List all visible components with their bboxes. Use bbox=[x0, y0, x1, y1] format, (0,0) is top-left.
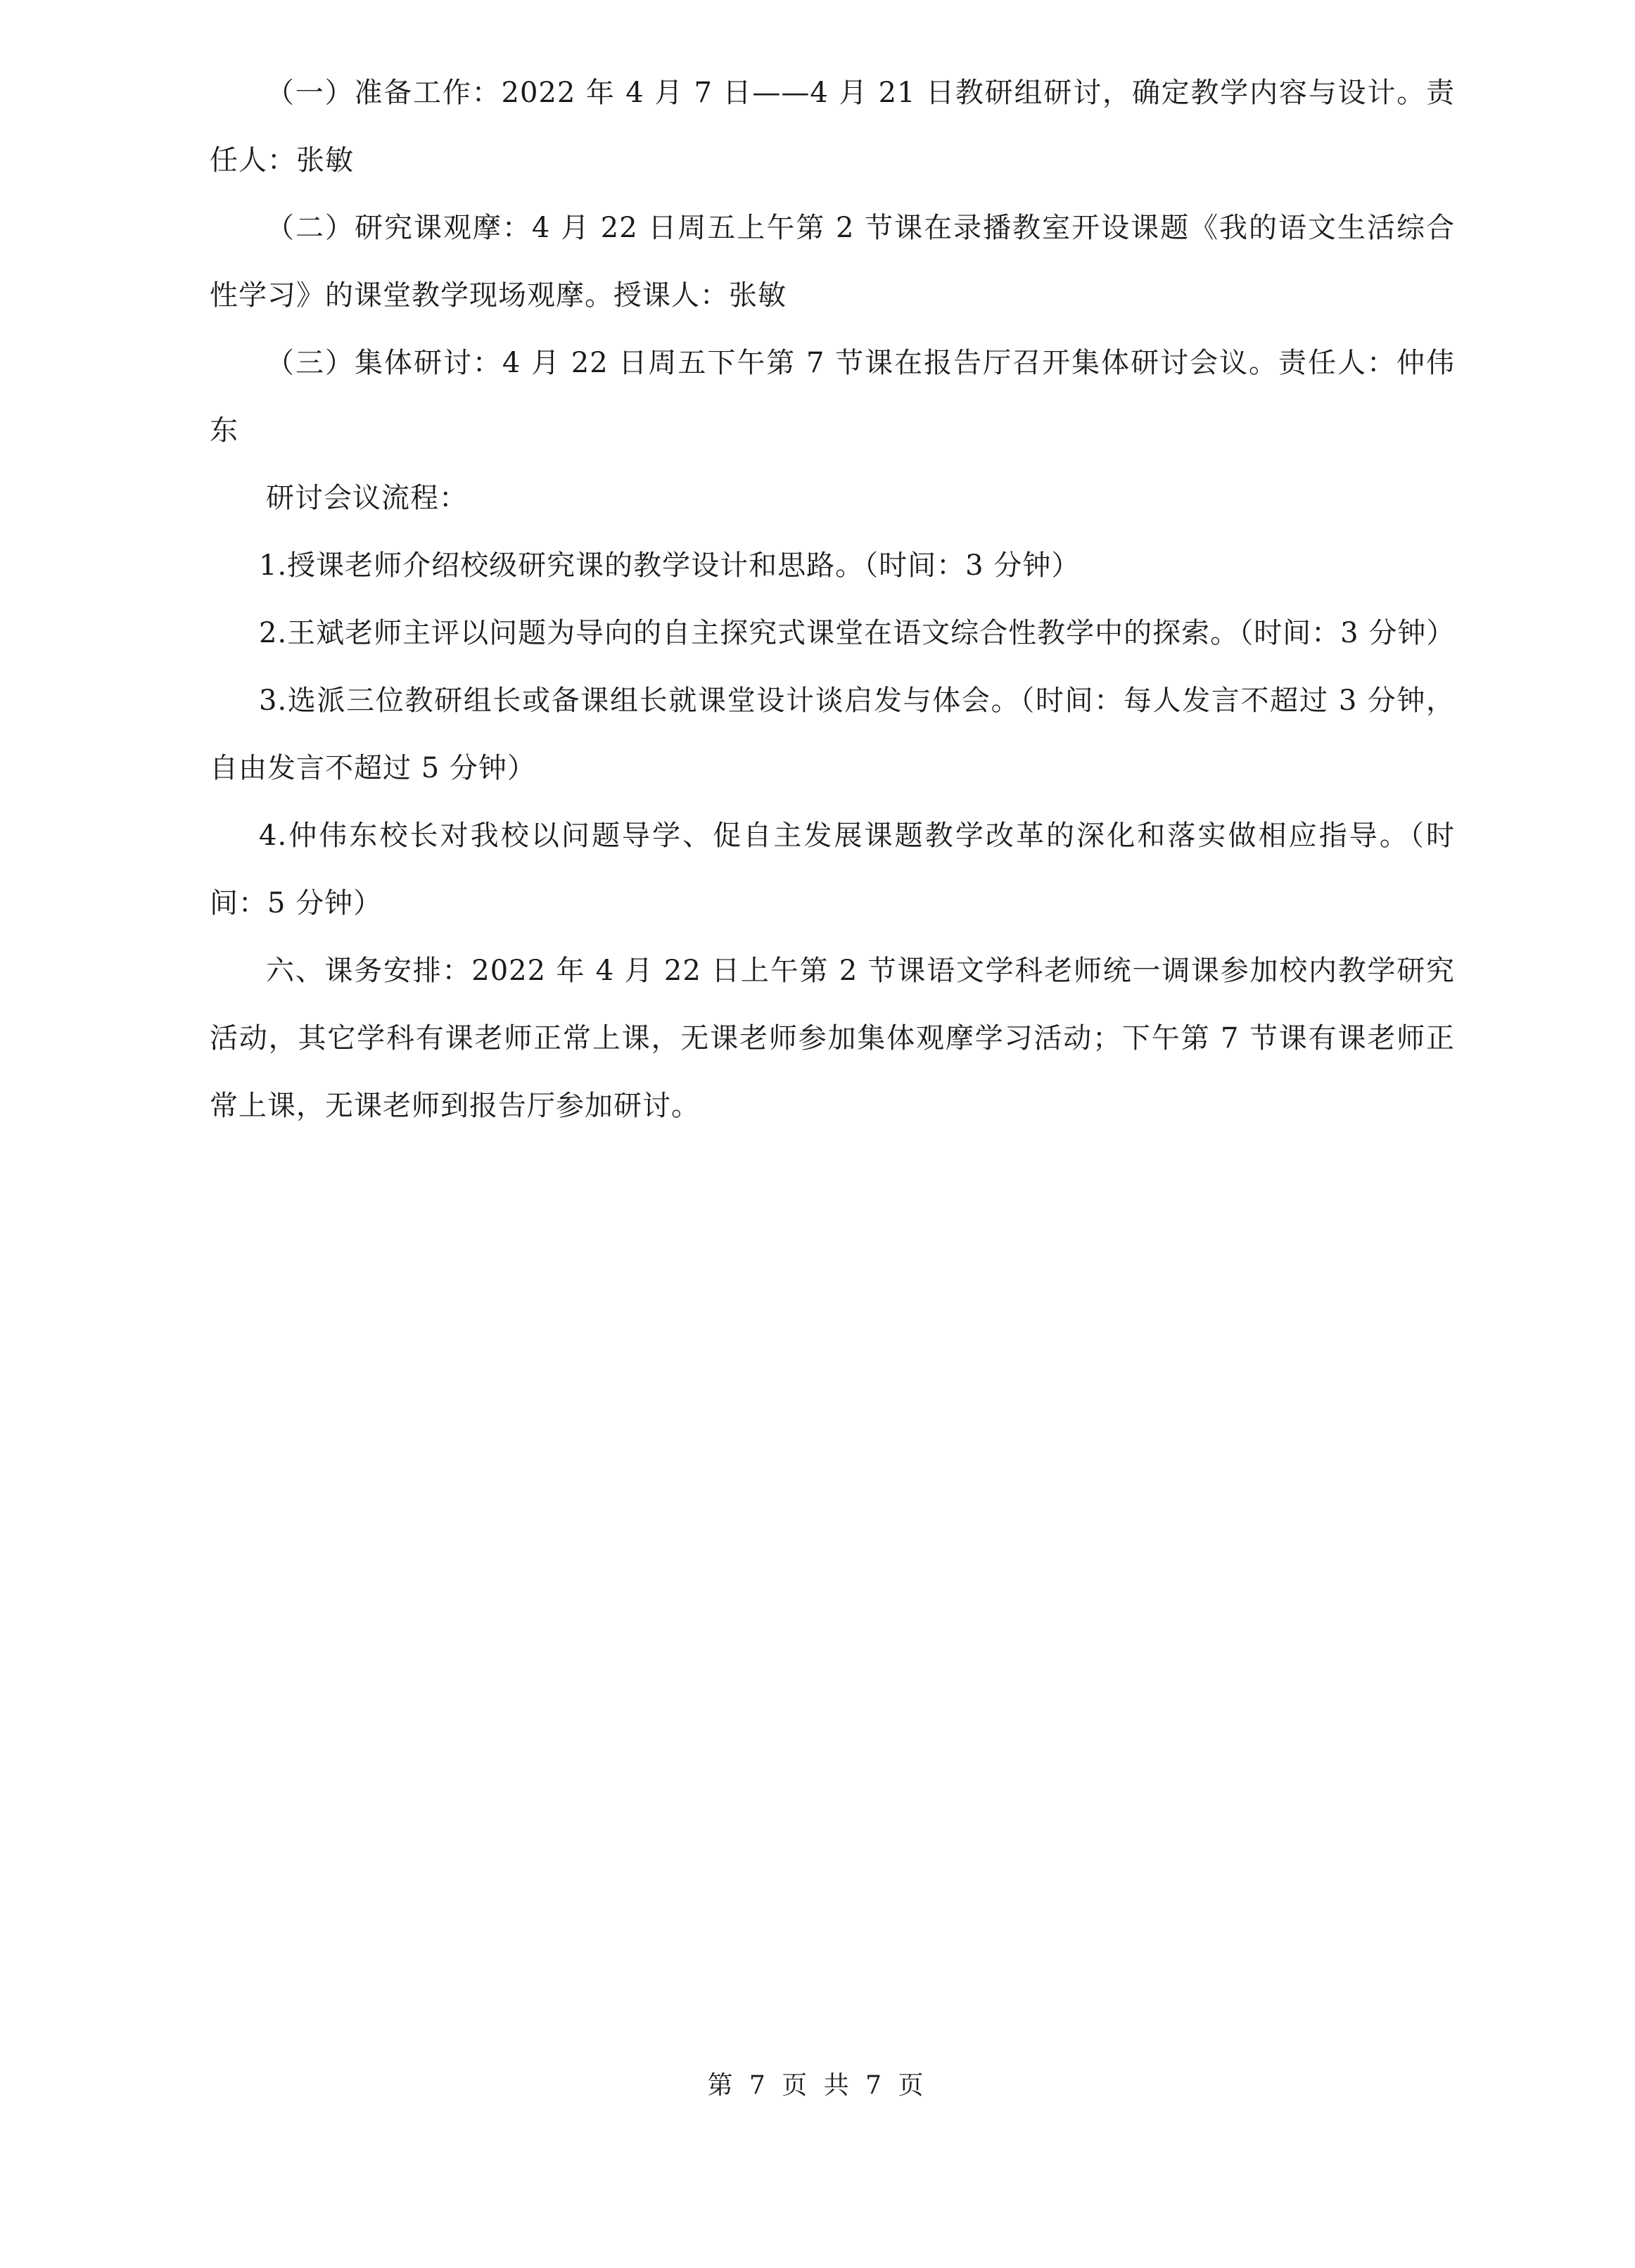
paragraph-flow-step-1: 1.授课老师介绍校级研究课的教学设计和思路。（时间：3 分钟） bbox=[259, 549, 1081, 582]
paragraph-flow-step-2: 2.王斌老师主评以问题为导向的自主探究式课堂在语文综合性教学中的探索。（时间：3 分钟） bbox=[259, 617, 1456, 649]
paragraph-group-discussion: （三）集体研讨：4 月 22 日周五下午第 7 节课在报告厅召开集体研讨会议。责任人：仲伟东 bbox=[210, 347, 1455, 447]
paragraph-meeting-flow-heading: 研讨会议流程： bbox=[266, 482, 468, 514]
paragraph-schedule-arrangement: 六、课务安排：2022 年 4 月 22 日上午第 2 节课语文学科老师统一调课参加校内教学研究活动，其它学科有课老师正常上课，无课老师参加集体观摩学习活动；下午第 7 节课有课老师正常上课，无课老师到报告厅参加研讨。 bbox=[210, 955, 1455, 1122]
page-number-footer: 第 7 页 共 7 页 bbox=[707, 2071, 928, 2100]
document-body bbox=[210, 59, 1455, 1140]
paragraph-preparation: （一）准备工作：2022 年 4 月 7 日——4 月 21 日教研组研讨，确定教学内容与设计。责任人：张敏 bbox=[210, 77, 1455, 177]
paragraph-flow-step-4: 4.仲伟东校长对我校以问题导学、促自主发展课题教学改革的深化和落实做相应指导。（时间：5 分钟） bbox=[210, 820, 1455, 919]
paragraph-lesson-observation: （二）研究课观摩：4 月 22 日周五上午第 2 节课在录播教室开设课题《我的语文生活综合性学习》的课堂教学现场观摩。授课人：张敏 bbox=[210, 212, 1455, 312]
paragraph-flow-step-3: 3.选派三位教研组长或备课组长就课堂设计谈启发与体会。（时间：每人发言不超过 3 分钟，自由发言不超过 5 分钟） bbox=[210, 684, 1455, 784]
